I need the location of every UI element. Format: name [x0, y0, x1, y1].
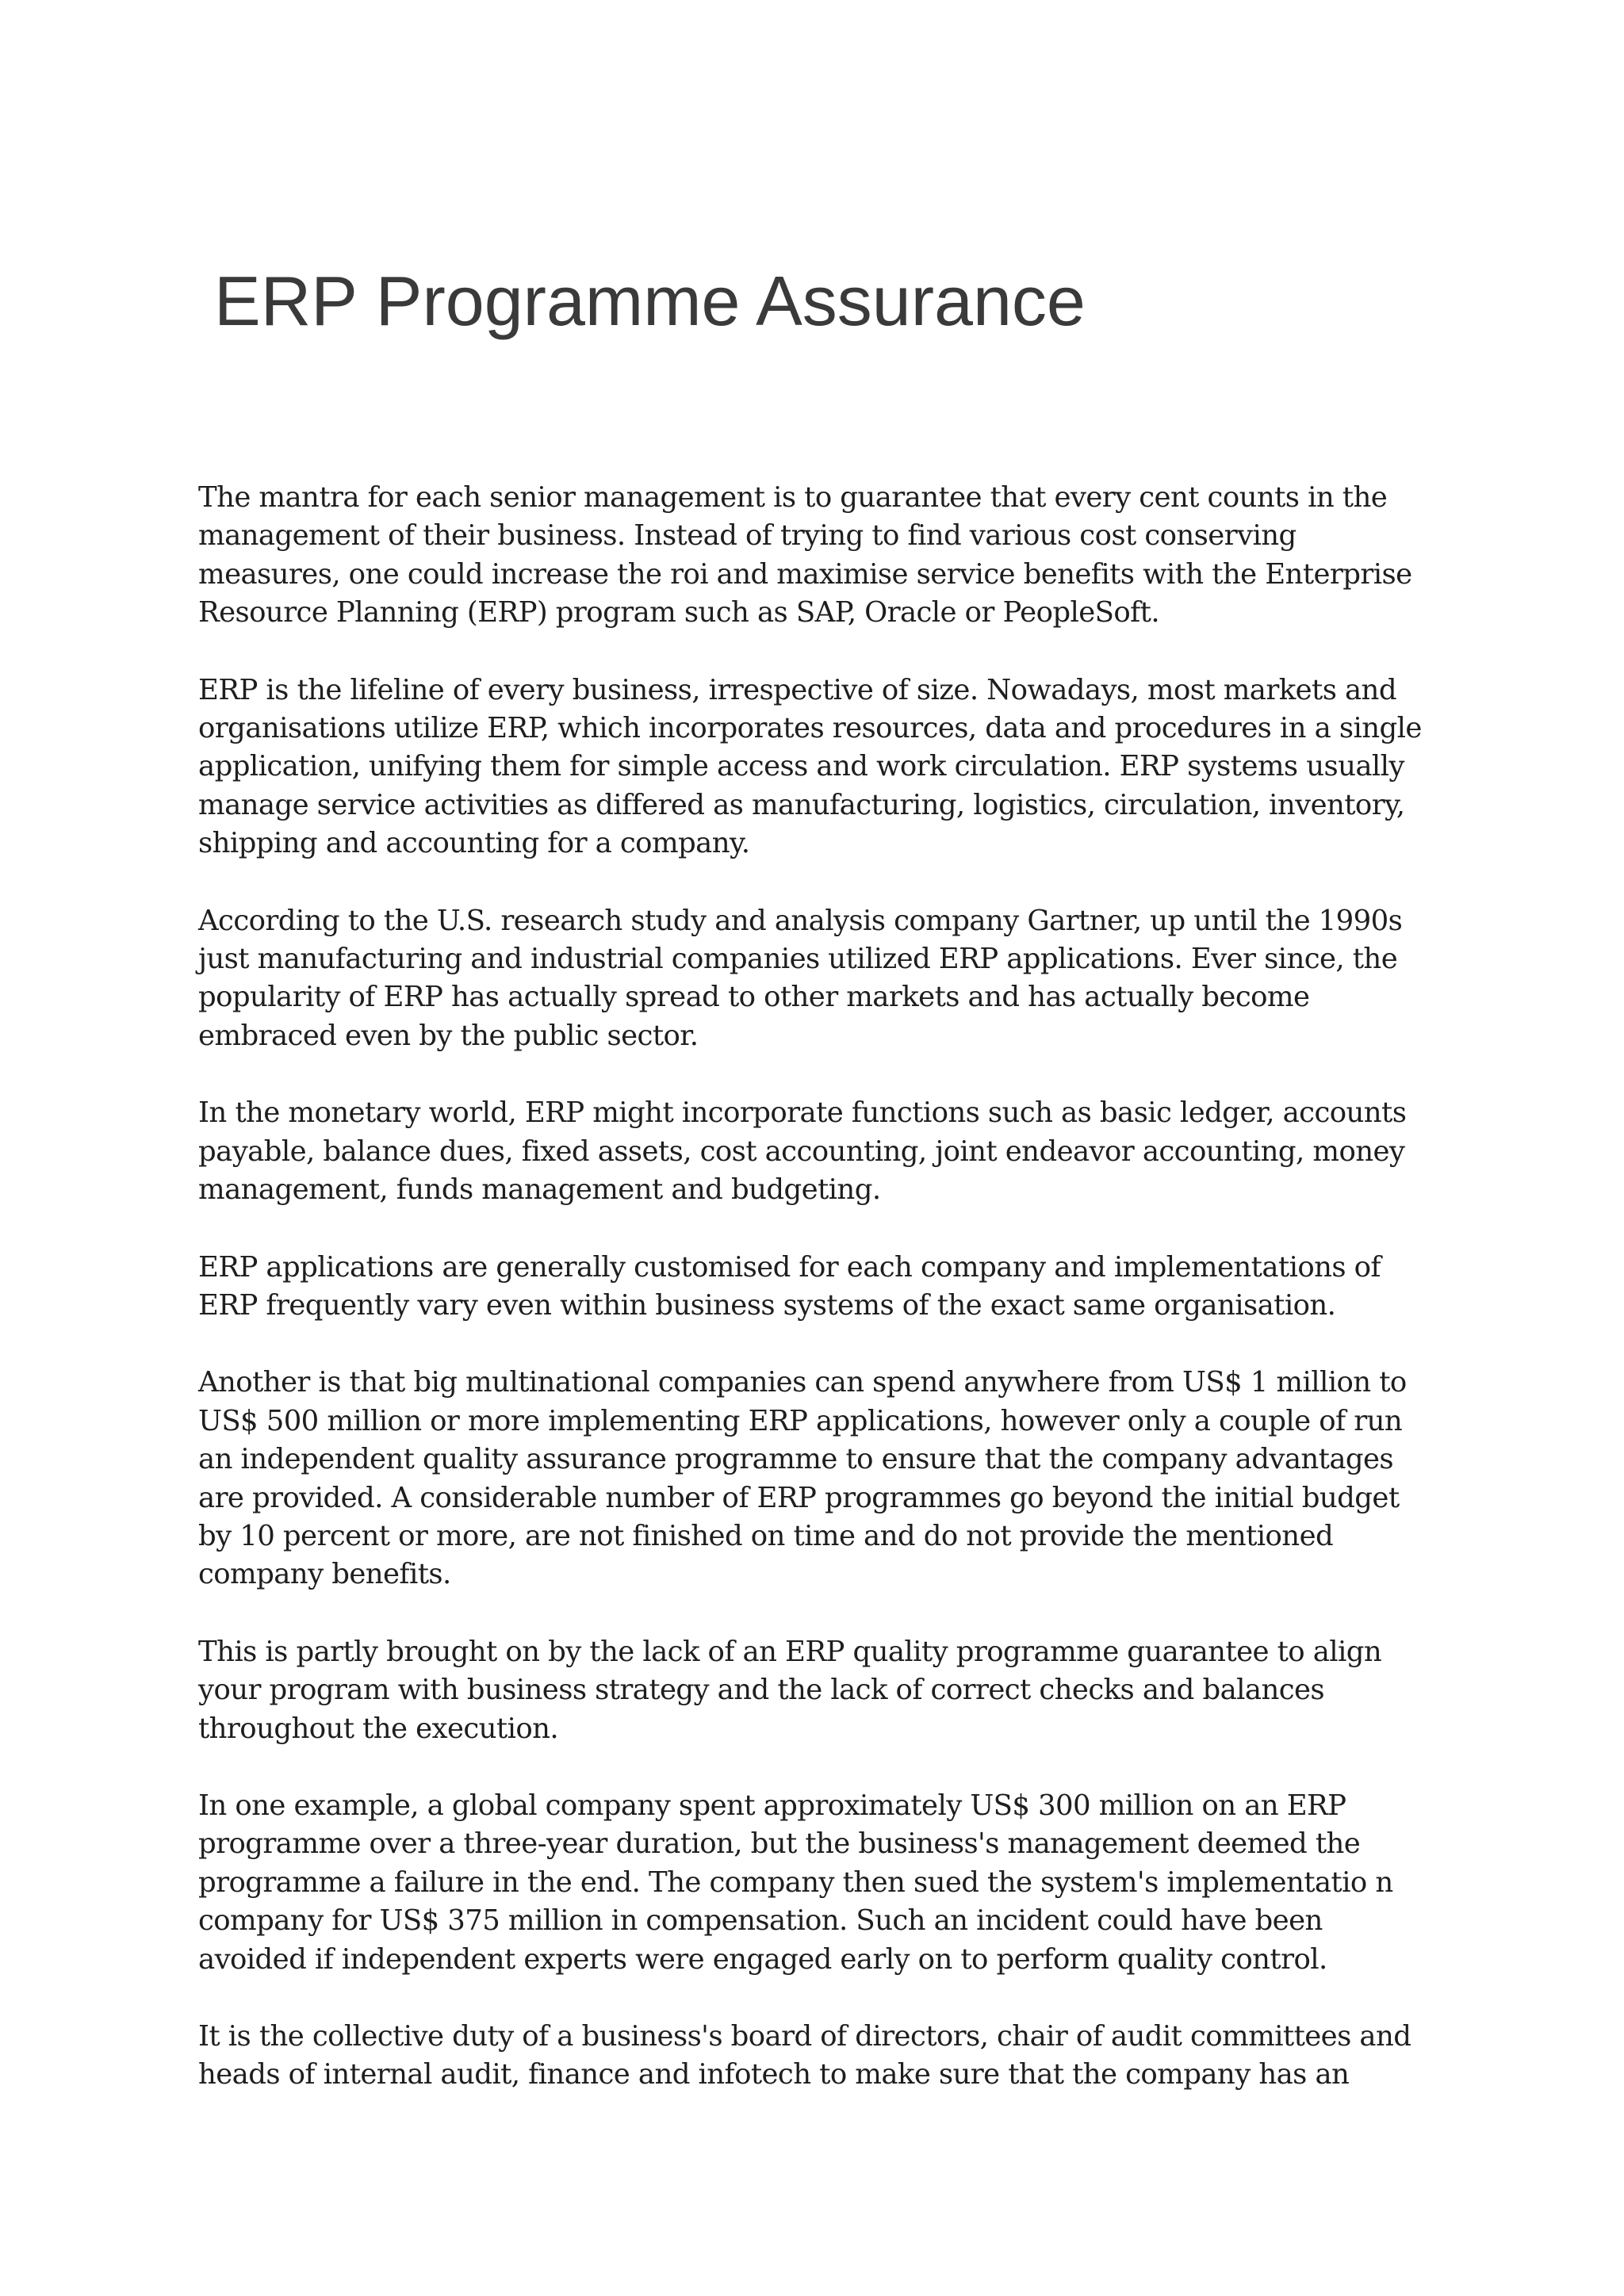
text-line: programme over a three-year duration, but the business's management deemed the — [198, 1827, 1361, 1861]
text-line: embraced even by the public sector. — [198, 1019, 699, 1052]
paragraph — [198, 672, 1499, 863]
text-line: The mantra for each senior management is to guarantee that every cent counts in the — [198, 481, 1388, 514]
text-line: company benefits. — [198, 1558, 451, 1591]
text-line: payable, balance dues, fixed assets, cost accounting, joint endeavor accounting, money — [198, 1135, 1405, 1168]
text-line: avoided if independent experts were engaged early on to perform quality control. — [198, 1942, 1327, 1976]
document-body — [198, 479, 1499, 2133]
text-line: popularity of ERP has actually spread to other markets and has actually become — [198, 981, 1310, 1014]
text-line: programme a failure in the end. The company then sued the system's implementatio n — [198, 1866, 1393, 1899]
text-line: just manufacturing and industrial companies utilized ERP applications. Ever since, the — [198, 943, 1398, 976]
document-title: ERP Programme Assurance — [214, 262, 1086, 340]
text-line: shipping and accounting for a company. — [198, 827, 750, 860]
text-line: management of their business. Instead of trying to find various cost conserving — [198, 519, 1297, 553]
paragraph — [198, 1249, 1499, 1326]
paragraph — [198, 1094, 1499, 1209]
paragraph — [198, 902, 1499, 1056]
text-line: organisations utilize ERP, which incorporates resources, data and procedures in a single — [198, 712, 1422, 745]
text-line: by 10 percent or more, are not finished on time and do not provide the mentioned — [198, 1519, 1334, 1552]
text-line: ERP frequently vary even within business systems of the exact same organisation. — [198, 1288, 1336, 1322]
text-line: management, funds management and budgeting. — [198, 1173, 881, 1207]
text-line: application, unifying them for simple access and work circulation. ERP systems usually — [198, 750, 1404, 783]
text-line: measures, one could increase the roi and maximise service benefits with the Enterprise — [198, 557, 1412, 591]
text-line: manage service activities as differed as manufacturing, logistics, circulation, inventory, — [198, 788, 1405, 821]
paragraph — [198, 2018, 1499, 2095]
text-line: In one example, a global company spent approximately US$ 300 million on an ERP — [198, 1789, 1346, 1822]
text-line: are provided. A considerable number of ERP programmes go beyond the initial budget — [198, 1481, 1400, 1514]
text-line: Resource Planning (ERP) program such as SAP, Oracle or PeopleSoft. — [198, 596, 1160, 629]
paragraph — [198, 1633, 1499, 1748]
text-line: your program with business strategy and the lack of correct checks and balances — [198, 1674, 1325, 1707]
text-line: an independent quality assurance programme to ensure that the company advantages — [198, 1443, 1394, 1476]
text-line: Another is that big multinational companies can spend anywhere from US$ 1 million to — [198, 1366, 1407, 1399]
text-line: In the monetary world, ERP might incorporate functions such as basic ledger, accounts — [198, 1096, 1407, 1130]
paragraph — [198, 1787, 1499, 1979]
text-line: It is the collective duty of a business's board of directors, chair of audit committees and — [198, 2020, 1411, 2053]
text-line: company for US$ 375 million in compensation. Such an incident could have been — [198, 1904, 1323, 1938]
text-line: US$ 500 million or more implementing ERP applications, however only a couple of run — [198, 1404, 1403, 1437]
paragraph — [198, 479, 1499, 633]
text-line: heads of internal audit, finance and infotech to make sure that the company has an — [198, 2058, 1350, 2091]
text-line: throughout the execution. — [198, 1712, 559, 1745]
text-line: This is partly brought on by the lack of an ERP quality programme guarantee to align — [198, 1635, 1382, 1668]
text-line: According to the U.S. research study and analysis company Gartner, up until the 1990s — [198, 904, 1403, 937]
text-line: ERP applications are generally customised for each company and implementations of — [198, 1250, 1381, 1284]
paragraph — [198, 1364, 1499, 1594]
text-line: ERP is the lifeline of every business, irrespective of size. Nowadays, most markets and — [198, 673, 1396, 706]
